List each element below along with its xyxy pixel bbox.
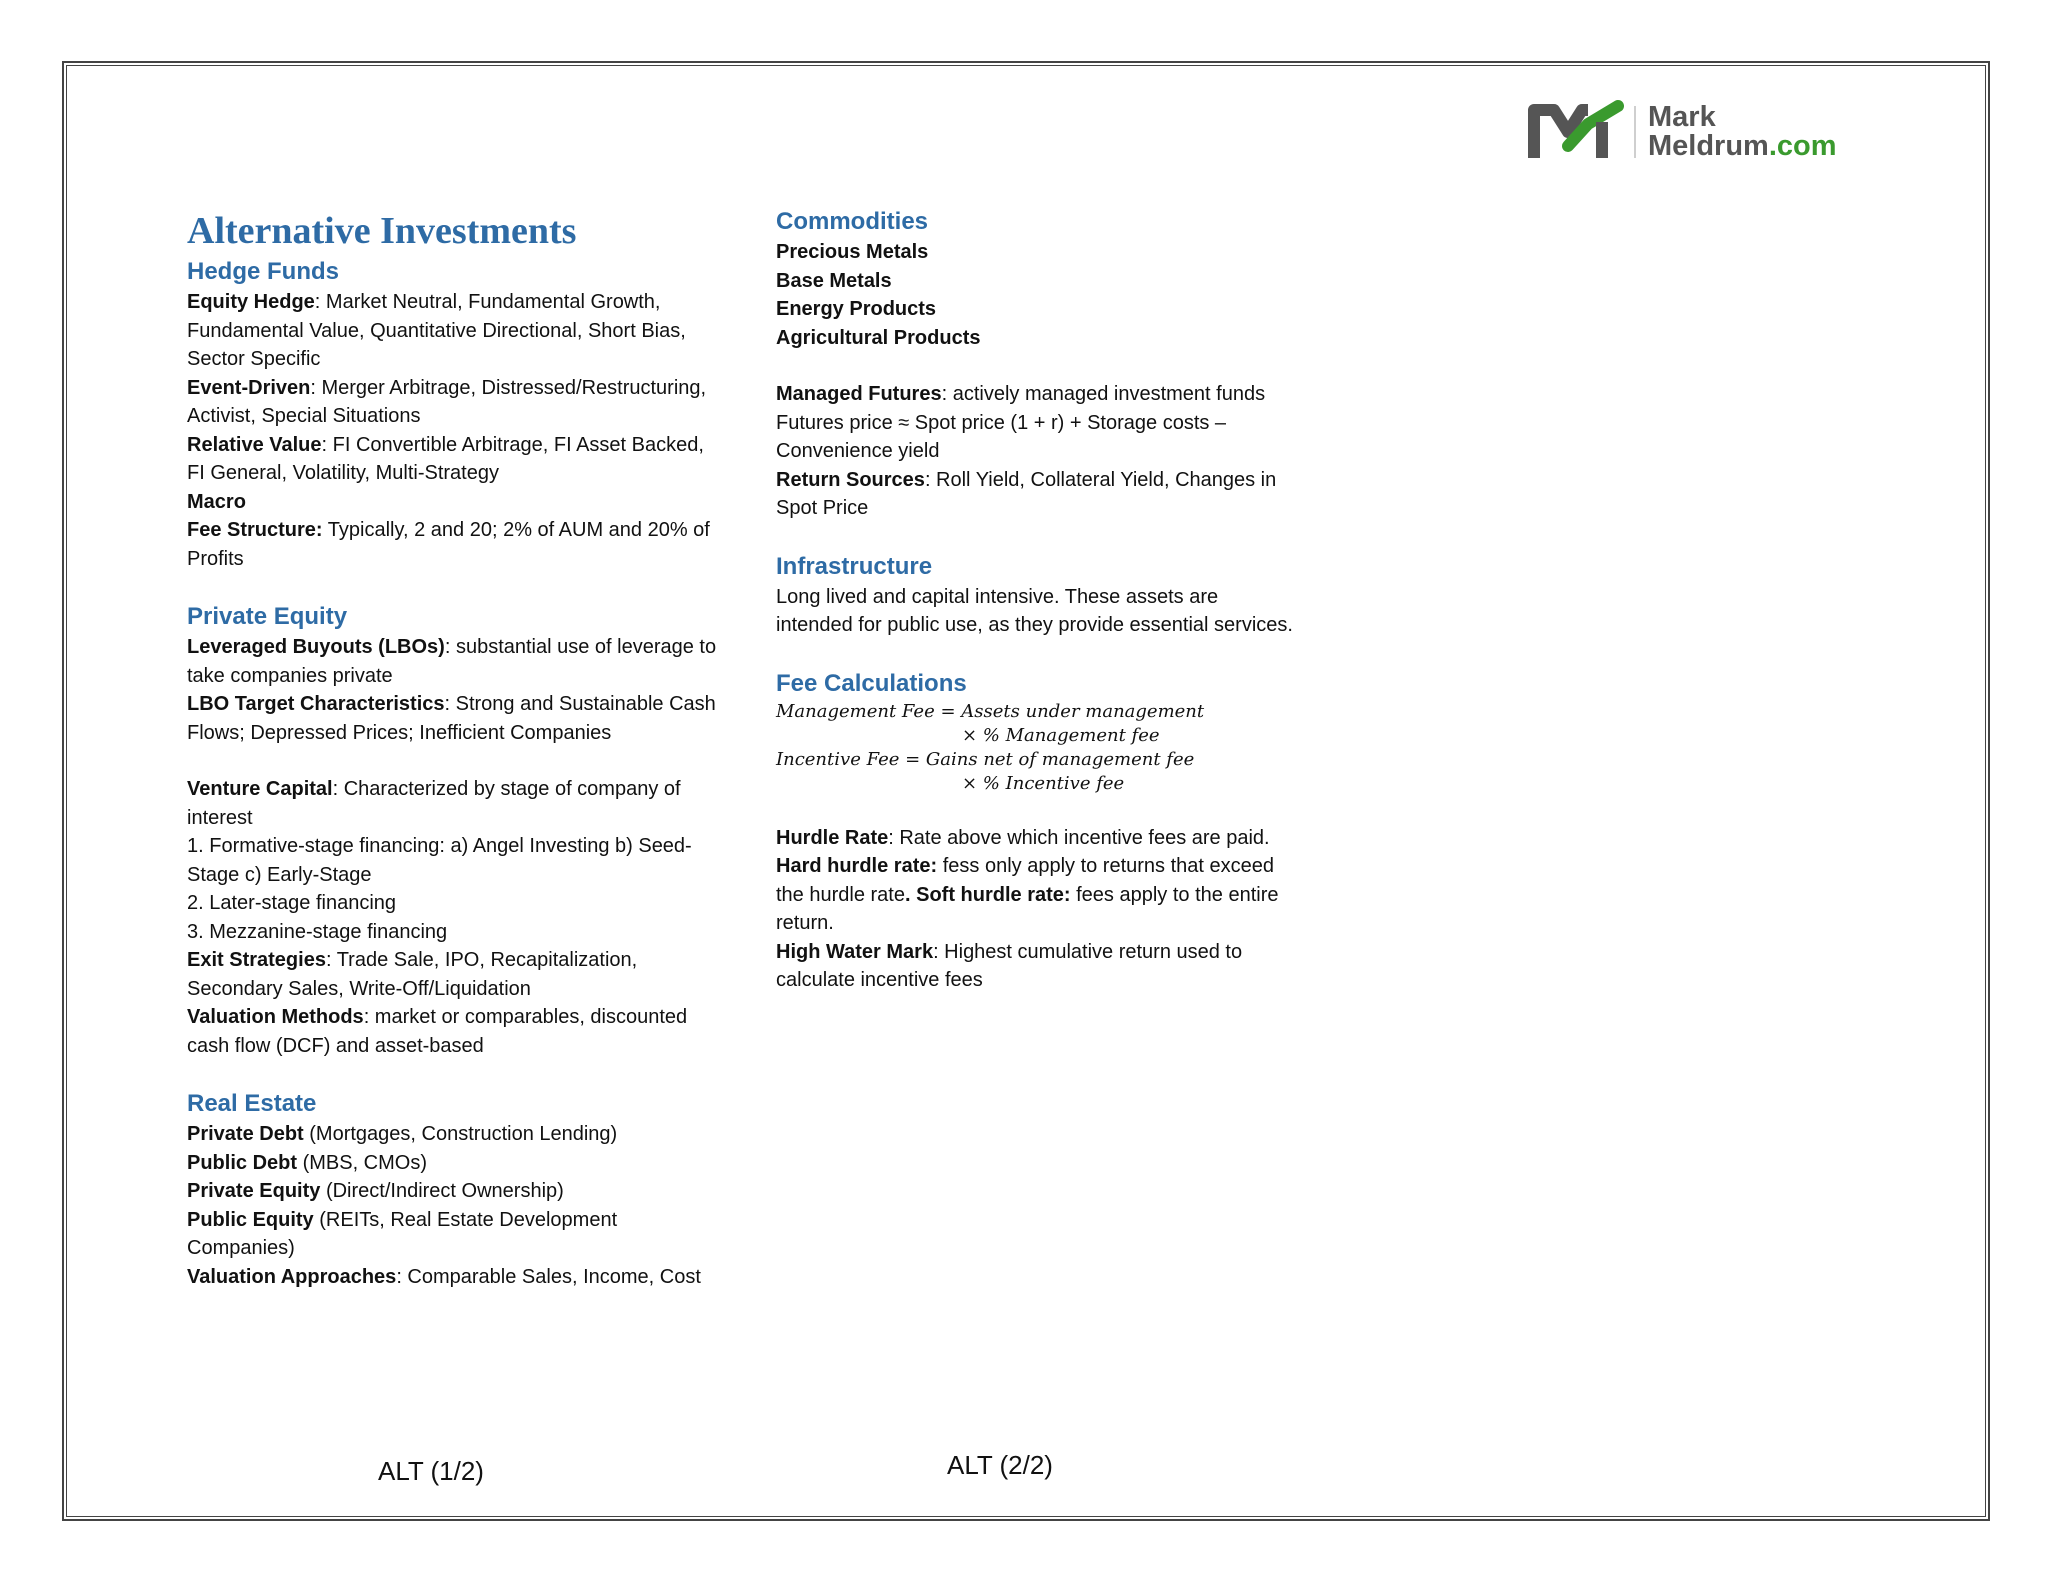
spacer — [776, 352, 1296, 380]
entry-label: High Water Mark — [776, 940, 934, 963]
incentive-fee-formula-cont: × % Incentive fee — [962, 772, 1125, 794]
high-water-mark-entry — [776, 938, 1296, 995]
public-equity-re-entry — [187, 1206, 717, 1263]
real-estate-heading: Real Estate — [187, 1090, 317, 1117]
spacer — [776, 640, 1296, 668]
entry-text: : Trade Sale, IPO, Recapitalization, Secondary Sales, Write-Off/Liquidation — [187, 949, 638, 1000]
footer-page-label-right: ALT (2/2) — [947, 1450, 1053, 1480]
macro-entry: Macro — [187, 490, 246, 513]
entry-text: (Mortgages, Construction Lending) — [303, 1123, 618, 1145]
commodity-item: Base Metals — [776, 269, 892, 292]
management-fee-formula-cont: × % Management fee — [962, 724, 1160, 746]
return-sources-entry — [776, 466, 1296, 523]
vc-stage-2: 2. Later-stage financing — [187, 892, 397, 914]
logo-line-1: Mark — [1648, 101, 1716, 133]
entry-label: Equity Hedge — [187, 291, 315, 313]
management-fee-formula: Management Fee = Assets under management — [776, 700, 1205, 722]
soft-hurdle-text: fees apply to the entire return. — [776, 883, 1279, 934]
entry-text: : Comparable Sales, Income, Cost — [396, 1265, 701, 1288]
logo-divider — [1634, 106, 1636, 158]
entry-label: Valuation Methods — [187, 1006, 364, 1028]
logo-wordmark — [1648, 103, 1837, 161]
valuation-approaches-entry — [187, 1263, 717, 1292]
entry-text: : substantial use of leverage to take companies private — [187, 636, 717, 687]
entry-text: : Rate above which incentive fees are paid. — [888, 826, 1270, 849]
lbo-target-entry — [187, 690, 717, 747]
m-checkmark-logo-icon — [1528, 100, 1624, 164]
entry-text: : Roll Yield, Collateral Yield, Changes in Spot Price — [776, 468, 1277, 519]
vc-stage-1: 1. Formative-stage financing: a) Angel Investing b) Seed-Stage c) Early-Stage — [187, 835, 692, 886]
hard-hurdle-label: Hard hurdle rate: — [776, 855, 938, 877]
entry-text: : Highest cumulative return used to calculate incentive fees — [776, 940, 1243, 991]
entry-text: : market or comparables, discounted cash flow (DCF) and asset-based — [187, 1006, 688, 1057]
footer-page-label-left: ALT (1/2) — [378, 1456, 484, 1486]
entry-text: Typically, 2 and 20; 2% of AUM and 20% of Profits — [187, 519, 710, 570]
entry-label: Fee Structure: — [187, 519, 323, 541]
spacer — [776, 523, 1296, 551]
logo-name: Meldrum — [1648, 130, 1769, 162]
event-driven-entry — [187, 374, 717, 431]
equity-hedge-entry — [187, 288, 717, 374]
hedge-funds-heading: Hedge Funds — [187, 258, 340, 285]
entry-label: Public Debt — [187, 1151, 298, 1174]
managed-futures-entry — [776, 380, 1296, 409]
fee-structure-entry — [187, 516, 717, 573]
public-debt-entry — [187, 1149, 717, 1178]
markmeldrum-logo — [1528, 100, 1837, 164]
infrastructure-text: Long lived and capital intensive. These assets are intended for public use, as they provide essential services. — [776, 585, 1293, 636]
entry-text: : actively managed investment funds — [941, 383, 1266, 405]
futures-price-formula: Futures price ≈ Spot price (1 + r) + Storage costs – Convenience yield — [776, 411, 1227, 462]
commodity-item: Energy Products — [776, 298, 937, 320]
entry-label: Venture Capital — [187, 778, 333, 800]
entry-label: Event-Driven — [187, 376, 311, 399]
hurdle-rate-entry — [776, 824, 1296, 938]
entry-label: Private Equity — [187, 1180, 321, 1202]
entry-label: Public Equity — [187, 1208, 314, 1231]
logo-domain: .com — [1768, 130, 1837, 162]
private-equity-heading: Private Equity — [187, 603, 348, 630]
lbo-entry — [187, 633, 717, 690]
entry-text: : Characterized by stage of company of interest — [187, 778, 681, 829]
vc-stage-3: 3. Mezzanine-stage financing — [187, 920, 448, 943]
entry-text: (MBS, CMOs) — [297, 1151, 428, 1174]
private-debt-entry — [187, 1120, 717, 1149]
spacer — [187, 573, 717, 601]
entry-text: (Direct/Indirect Ownership) — [320, 1180, 564, 1202]
exit-strategies-entry — [187, 946, 717, 1003]
column-left — [187, 206, 717, 1291]
private-equity-re-entry — [187, 1177, 717, 1206]
venture-capital-entry — [187, 775, 717, 832]
column-right — [776, 206, 1296, 995]
entry-label: Private Debt — [187, 1123, 304, 1145]
commodity-item: Agricultural Products — [776, 326, 981, 349]
hard-hurdle-text: fess only apply to returns that exceed the hurdle rate — [776, 855, 1275, 906]
entry-label: Return Sources — [776, 468, 925, 491]
entry-label: Relative Value — [187, 433, 322, 456]
entry-label: Leveraged Buyouts (LBOs) — [187, 636, 445, 658]
entry-label: Managed Futures — [776, 383, 942, 405]
infrastructure-heading: Infrastructure — [776, 552, 933, 580]
page-title: Alternative Investments — [187, 210, 577, 252]
relative-value-entry — [187, 431, 717, 488]
soft-hurdle-label: . Soft hurdle rate: — [904, 883, 1071, 906]
entry-label: Hurdle Rate — [776, 826, 889, 849]
commodities-heading: Commodities — [776, 208, 929, 235]
incentive-fee-formula: Incentive Fee = Gains net of management fee — [776, 748, 1195, 770]
logo-line-2 — [1648, 132, 1837, 161]
entry-label: Exit Strategies — [187, 949, 326, 971]
valuation-methods-entry — [187, 1003, 717, 1060]
entry-text: : FI Convertible Arbitrage, FI Asset Backed, FI General, Volatility, Multi-Strategy — [187, 433, 704, 484]
entry-text: : Strong and Sustainable Cash Flows; Depressed Prices; Inefficient Companies — [187, 693, 716, 744]
entry-text: : Merger Arbitrage, Distressed/Restructuring, Activist, Special Situations — [187, 376, 707, 427]
entry-text: : Market Neutral, Fundamental Growth, Fundamental Value, Quantitative Directional, Short Bias, Sector Specific — [187, 291, 686, 370]
spacer — [187, 1060, 717, 1088]
commodity-item: Precious Metals — [776, 241, 929, 263]
fee-calculations-heading: Fee Calculations — [776, 669, 967, 697]
spacer — [187, 747, 717, 775]
entry-label: Valuation Approaches — [187, 1265, 397, 1288]
entry-label: LBO Target Characteristics — [187, 693, 445, 715]
spacer — [776, 796, 1296, 824]
entry-text: (REITs, Real Estate Development Companies) — [187, 1208, 618, 1259]
